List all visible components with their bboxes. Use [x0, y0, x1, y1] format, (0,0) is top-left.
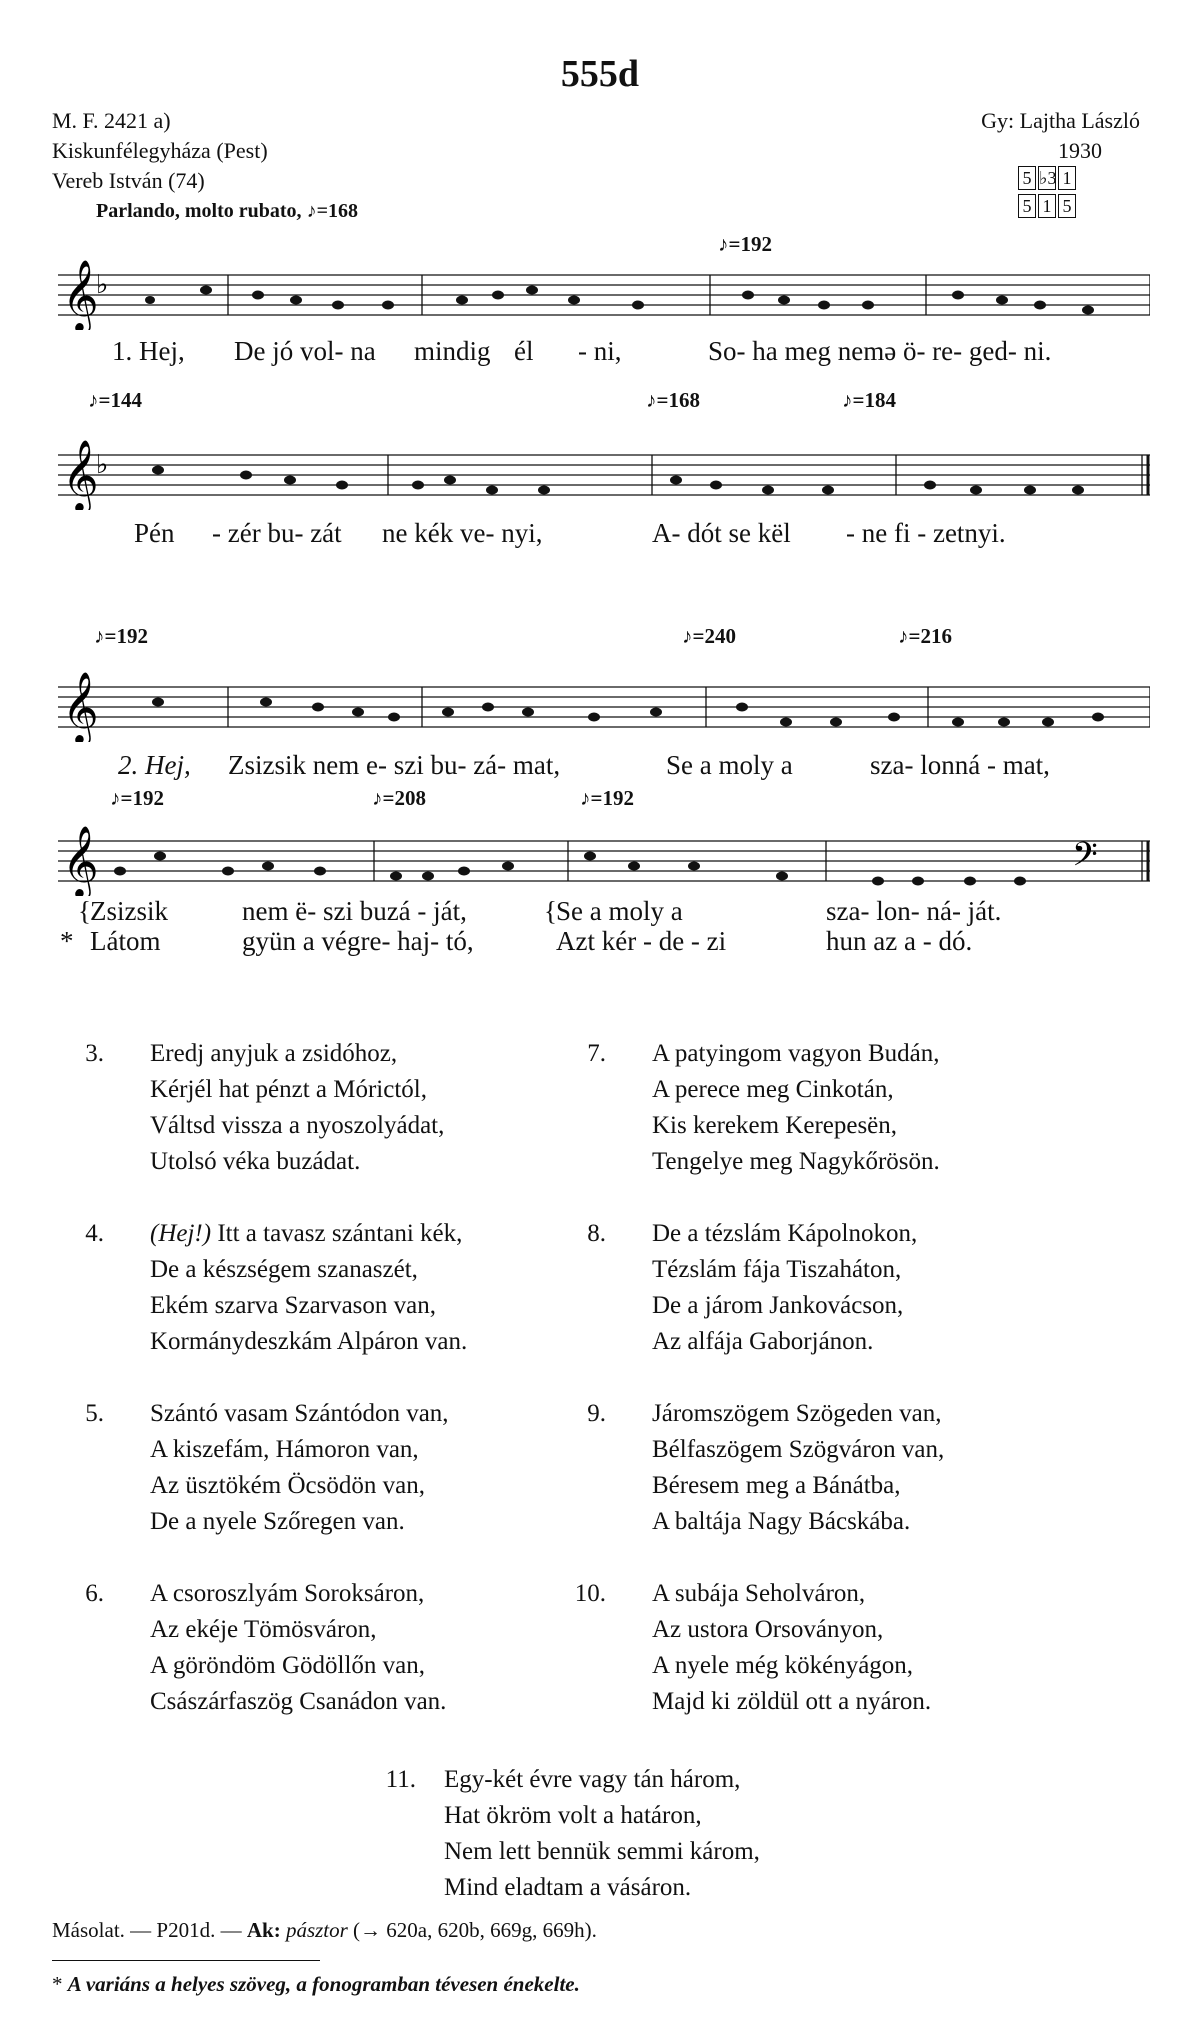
page-number-title: 555d — [560, 53, 640, 95]
tempo-change: ♪=168 — [646, 388, 700, 412]
cadence-row-1: 5 ♭3 1 — [1018, 166, 1078, 190]
footnote: * A variáns a helyes szöveg, a fonogramban tévesen énekelte. — [52, 1972, 580, 1996]
collection-place: Kiskunfélegyháza (Pest) — [52, 138, 268, 163]
cadence-row-2: 5 1 5 — [1018, 194, 1078, 218]
eighth-note-icon: ♪ — [646, 388, 657, 412]
eighth-note-icon: ♪ — [306, 200, 317, 222]
tempo-change: ♪=192 — [110, 786, 164, 810]
tempo-change: ♪=216 — [898, 624, 952, 648]
eighth-note-icon: ♪ — [110, 786, 121, 810]
source-note: Másolat. — P201d. — Ak: pásztor (→ 620a, 620b, 669g, 669h). — [52, 1918, 597, 1942]
music-staff-4 — [58, 826, 1150, 896]
treble-clef-icon: 𝄞 — [62, 440, 99, 510]
eighth-note-icon: ♪ — [898, 624, 909, 648]
eighth-note-icon: ♪ — [718, 232, 729, 256]
tempo-change: ♪=192 — [580, 786, 634, 810]
eighth-note-icon: ♪ — [94, 624, 105, 648]
tempo-marking: Parlando, molto rubato, ♪=168 — [96, 200, 358, 222]
music-staff-1 — [58, 260, 1150, 330]
collector: Gy: Lajtha László — [981, 108, 1140, 133]
flat-icon: ♭ — [96, 450, 109, 480]
bass-clef-icon: 𝄢 — [1072, 836, 1098, 882]
tempo-change: ♪=192 — [718, 232, 772, 256]
eighth-note-icon: ♪ — [682, 624, 693, 648]
tempo-change: ♪=144 — [88, 388, 142, 412]
collector-info — [960, 106, 1140, 166]
footnote-marker: * — [60, 926, 74, 956]
tempo-change: ♪=184 — [842, 388, 896, 412]
eighth-note-icon: ♪ — [842, 388, 853, 412]
collection-id: M. F. 2421 a) — [52, 108, 171, 133]
tempo-change: ♪=192 — [94, 624, 148, 648]
tempo-change: ♪=208 — [372, 786, 426, 810]
stanzas: 3. Eredj anyjuk a zsidóhoz, Kérjél hat pénzt a Mórictól, Váltsd vissza a nyoszolyádat, Utolsó véka buzádat. 4. (Hej!) Itt a tavasz szántani kék, De a készségem szanaszét, Ekém szarva Szarvason van, Kormánydeszkám Alpáron van. 5. Szántó vasam Szántódon van, A kiszefám, Hámoron van, Az üsztökém Öcsödön van, De a nyele Szőregen van. 6. A csoroszlyám Soroksáron, Az ekéje Tömösváron, A göröndöm Gödöllőn van, Császárfaszög Csanádon van. 7. A patyingom vagyon Budán, A perece meg Cinkotán, Kis kerekem Kerepesën, Tengelye meg Nagykőrösön. 8. De a tézslám Kápolnokon, Tézslám fája Tiszaháton, De a járom Jankovácson, Az alfája Gaborjánon. 9. Járomszögem Szögeden van, Bélfaszögem Szögváron van, Béresem meg a Bánátba, A baltája Nagy Bácskába. 10. A subája Seholváron, Az ustora Orsoványon, A nyele még kökényágon, Majd ki zöldül ott a nyáron. 11. Egy-két évre vagy tán három, Hat ökröm volt a határon, Nem lett bennük semmi károm, Mind eladtam a vásáron. — [85, 1040, 945, 1901]
flat-icon: ♭ — [96, 270, 109, 300]
cadence-boxes — [1018, 166, 1078, 218]
collection-info — [52, 106, 268, 196]
treble-clef-icon: 𝄞 — [62, 672, 99, 742]
tempo-change: ♪=240 — [682, 624, 736, 648]
year: 1930 — [1058, 138, 1102, 163]
music-staff-3 — [58, 672, 1150, 742]
treble-clef-icon: 𝄞 — [62, 260, 99, 330]
footnote-divider — [52, 1960, 320, 1961]
music-staff-2 — [58, 440, 1150, 510]
treble-clef-icon: 𝄞 — [62, 826, 99, 896]
eighth-note-icon: ♪ — [580, 786, 591, 810]
eighth-note-icon: ♪ — [88, 388, 99, 412]
performer: Vereb István (74) — [52, 168, 205, 193]
eighth-note-icon: ♪ — [372, 786, 383, 810]
